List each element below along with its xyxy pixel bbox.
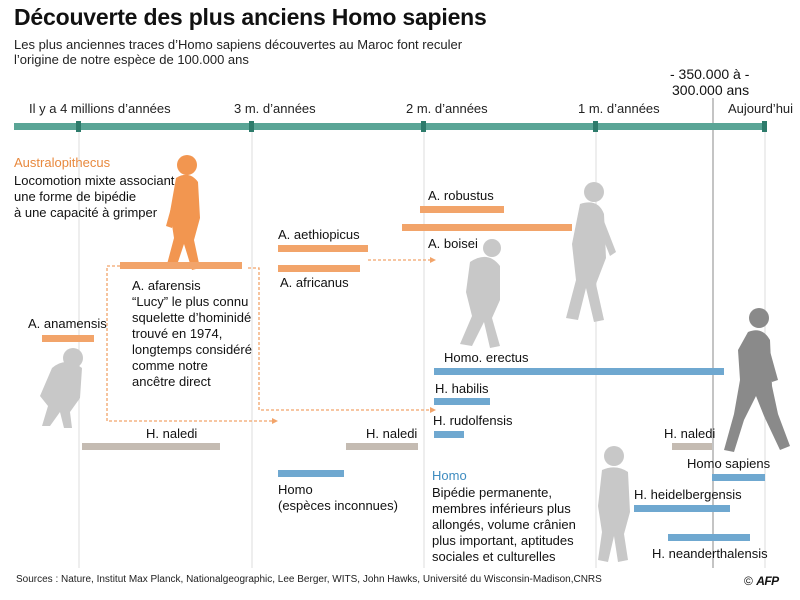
label-h-naledi-2: H. naledi	[366, 426, 418, 441]
homo-sapiens-figure	[724, 308, 790, 452]
label-a-afarensis: A. afarensis	[132, 278, 201, 293]
label-a-robustus: A. robustus	[428, 188, 494, 203]
homo-desc-line: plus important, aptitudes	[432, 533, 574, 548]
sapiens-date-line1: - 350.000 à -	[670, 66, 750, 82]
page-title: Découverte des plus anciens Homo sapiens	[14, 4, 487, 30]
lucy-desc-line: squelette d’hominidé	[132, 310, 252, 325]
group-australopithecus-title: Australopithecus	[14, 155, 111, 170]
label-a-africanus: A. africanus	[280, 275, 349, 290]
early-homo-figure	[460, 239, 501, 348]
bar-a-aethiopicus	[278, 245, 368, 252]
homo-desc-line: membres inférieurs plus	[432, 501, 571, 516]
label-a-aethiopicus: A. aethiopicus	[278, 227, 360, 242]
page-subtitle: Les plus anciennes traces d’Homo sapiens découvertes au Maroc font reculer l’origine de notre espèce de 100.000 ans	[14, 37, 463, 67]
bar-homo-sapiens	[712, 474, 765, 481]
label-homo-sapiens: Homo sapiens	[687, 456, 771, 471]
lucy-desc-line: longtemps considéré	[132, 342, 252, 357]
homo-desc-line: sociales et culturelles	[432, 549, 556, 564]
bar-homo-erectus	[434, 368, 724, 375]
timeline-tick-1m	[593, 121, 598, 132]
bar-h-habilis	[434, 398, 490, 405]
bar-h-heidelbergensis	[634, 505, 730, 512]
timeline-bar	[14, 123, 766, 130]
label-h-heidelbergensis: H. heidelbergensis	[634, 487, 742, 502]
copyright-symbol: ©	[744, 574, 753, 588]
bar-a-robustus	[420, 206, 504, 213]
timeline-tick-2m	[421, 121, 426, 132]
bar-h-naledi-3	[672, 443, 712, 450]
group-australopithecus-description	[14, 173, 174, 221]
bar-h-neanderthalensis	[668, 534, 750, 541]
timeline-tick-today	[762, 121, 767, 132]
australopithecus-desc-line: à une capacité à grimper	[14, 205, 158, 220]
label-h-naledi-1: H. naledi	[146, 426, 198, 441]
bar-a-anamensis	[42, 335, 94, 342]
timeline-tick-4m	[76, 121, 81, 132]
tick-label-4-million: Il y a 4 millions d’années	[29, 101, 171, 116]
label-homo-erectus: Homo. erectus	[444, 350, 529, 365]
group-homo-title: Homo	[432, 468, 467, 483]
tick-label-2-million: 2 m. d’années	[406, 101, 488, 116]
connector-arrowhead	[430, 257, 436, 263]
bar-homo-unknown	[278, 470, 344, 477]
bar-h-naledi-2	[346, 443, 418, 450]
heidelbergensis-figure	[598, 446, 630, 562]
bar-h-rudolfensis	[434, 431, 464, 438]
bar-h-naledi-1	[82, 443, 220, 450]
bar-a-africanus	[278, 265, 360, 272]
lucy-desc-line: “Lucy” le plus connu	[132, 294, 249, 309]
afp-logo: AFP	[756, 574, 779, 588]
homo-unknown-line: Homo	[278, 482, 313, 497]
lucy-desc-line: comme notre	[132, 358, 208, 373]
sapiens-date-line2: 300.000 ans	[672, 82, 750, 98]
label-a-anamensis: A. anamensis	[28, 316, 107, 331]
tick-label-3-million: 3 m. d’années	[234, 101, 316, 116]
homo-desc-line: allongés, volume crânien	[432, 517, 576, 532]
sources-text: Sources : Nature, Institut Max Planck, Nationalgeographic, Lee Berger, WITS, John Hawks, Université du Wisconsin-Madison,CNRS	[16, 574, 602, 585]
label-homo-unknown	[278, 482, 398, 514]
timeline-tick-3m	[249, 121, 254, 132]
lucy-desc-line: ancêtre direct	[132, 374, 211, 389]
group-homo-description	[432, 485, 576, 565]
australopithecus-desc-line: Locomotion mixte associant	[14, 173, 175, 188]
lucy-desc-line: trouvé en 1974,	[132, 326, 223, 341]
bar-a-boisei	[402, 224, 572, 231]
credit	[744, 574, 779, 588]
label-h-rudolfensis: H. rudolfensis	[433, 413, 513, 428]
label-h-habilis: H. habilis	[435, 381, 489, 396]
bar-a-afarensis	[120, 262, 242, 269]
homo-desc-line: Bipédie permanente,	[432, 485, 552, 500]
label-a-boisei: A. boisei	[428, 236, 478, 251]
robustus-figure	[566, 182, 616, 322]
label-h-naledi-3: H. naledi	[664, 426, 716, 441]
tick-label-today: Aujourd’hui	[728, 101, 794, 116]
australopithecus-desc-line: une forme de bipédie	[14, 189, 137, 204]
homo-unknown-line: (espèces inconnues)	[278, 498, 398, 513]
tick-label-1-million: 1 m. d’années	[578, 101, 660, 116]
anamensis-figure	[40, 348, 83, 428]
lucy-description	[132, 294, 252, 390]
label-h-neanderthalensis: H. neanderthalensis	[652, 546, 768, 561]
connector-arrowhead	[272, 418, 278, 424]
